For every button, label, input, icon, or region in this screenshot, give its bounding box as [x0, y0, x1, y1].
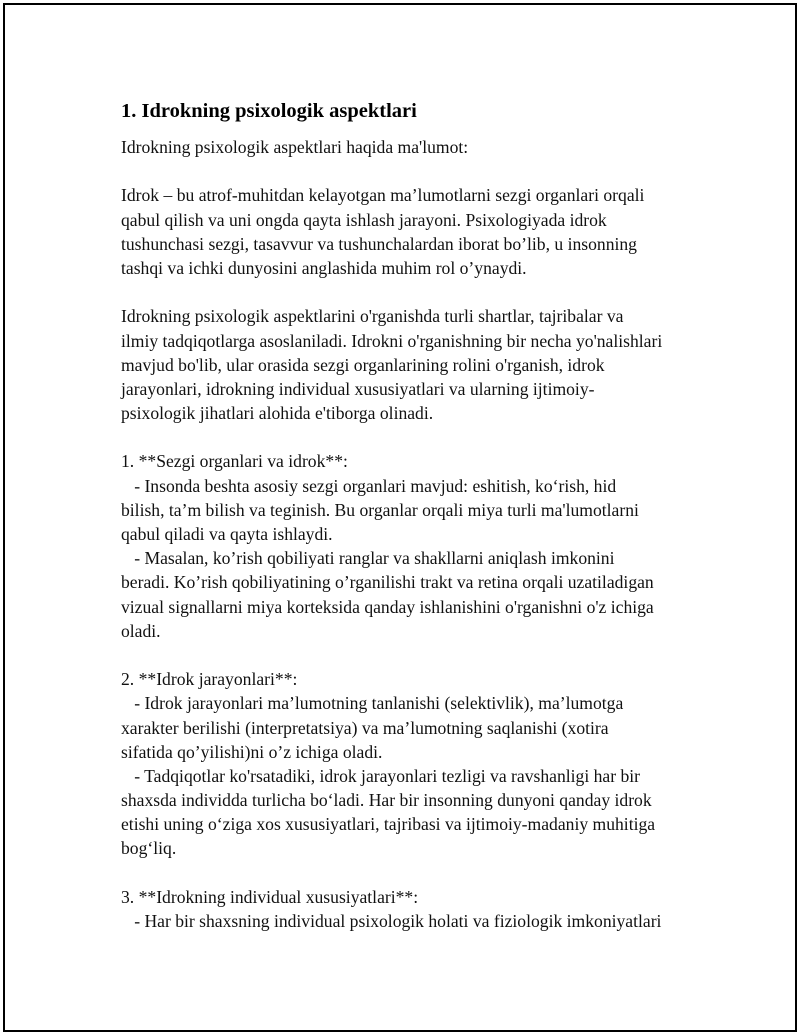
- text-line: shaxsda individda turlicha bo‘ladi. Har bir insonning dunyoni qanday idrok: [121, 790, 652, 811]
- text-line: tashqi va ichki dunyosini anglashida muhim rol o’ynaydi.: [121, 257, 527, 278]
- text-line: - Tadqiqotlar ko'rsatadiki, idrok jarayonlari tezligi va ravshanligi har bir: [121, 765, 641, 786]
- text-line: 3. **Idrokning individual xususiyatlari**:: [121, 886, 419, 907]
- text-line: - Idrok jarayonlari ma’lumotning tanlanishi (selektivlik), ma’lumotga: [121, 693, 624, 714]
- text-line: xarakter berilishi (interpretatsiya) va ma’lumotning saqlanishi (xotira: [121, 717, 609, 738]
- text-line: Idrok – bu atrof-muhitdan kelayotgan ma’lumotlarni sezgi organlari orqali: [121, 185, 645, 206]
- text-line: tushunchasi sezgi, tasavvur va tushunchalardan iborat bo’lib, u insonning: [121, 233, 637, 254]
- text-line: jarayonlari, idrokning individual xususiyatlari va ularning ijtimoiy-: [121, 378, 595, 399]
- page-frame: [3, 3, 797, 1032]
- blank-line: [121, 280, 696, 304]
- text-line: beradi. Ko’rish qobiliyatining o’rganilishi trakt va retina orqali uzatiladigan: [121, 572, 654, 593]
- text-line: qabul qiladi va qayta ishlaydi.: [121, 524, 333, 544]
- text-line: bilish, ta’m bilish va teginish. Bu organlar orqali miya turli ma'lumotlarni: [121, 499, 639, 520]
- text-line: oladi.: [121, 620, 161, 641]
- text-line: etishi uning o‘ziga xos xususiyatlari, tajribasi va ijtimoiy-madaniy muhitiga: [121, 814, 656, 835]
- text-line: psixologik jihatlari alohida e'tiborga olinadi.: [121, 403, 434, 424]
- text-line: - Masalan, ko’rish qobiliyati ranglar va shakllarni aniqlash imkonini: [121, 548, 615, 569]
- text-line: sifatida qo’yilishi)ni o’z ichiga oladi.: [121, 741, 383, 762]
- text-line: mavjud bo'lib, ular orasida sezgi organlarining rolini o'rganish, idrok: [121, 354, 605, 375]
- text-line: vizual signallarni miya korteksida qanday ishlanishini o'rganishni o'z ichiga: [121, 596, 654, 617]
- text-line: 1. **Sezgi organlari va idrok**:: [121, 451, 348, 472]
- blank-line: [121, 425, 696, 449]
- blank-line: [121, 861, 696, 885]
- text-line: bog‘liq.: [121, 838, 177, 859]
- document-text: [121, 135, 696, 933]
- text-line: 2. **Idrok jarayonlari**:: [121, 669, 298, 690]
- text-line: Idrokning psixologik aspektlarini o'rganishda turli shartlar, tajribalar va: [121, 306, 624, 327]
- text-line: ilmiy tadqiqotlarga asoslaniladi. Idrokni o'rganishning bir necha yo'nalishlari: [121, 330, 663, 351]
- document-body: [121, 97, 696, 933]
- blank-line: [121, 643, 696, 667]
- text-line: - Insonda beshta asosiy sezgi organlari mavjud: eshitish, ko‘rish, hid: [121, 475, 617, 496]
- document-title: 1. Idrokning psixologik aspektlari: [121, 100, 417, 122]
- text-line: - Har bir shaxsning individual psixologik holati va fiziologik imkoniyatlari: [121, 911, 662, 931]
- blank-line: [121, 159, 696, 183]
- text-line: qabul qilish va uni ongda qayta ishlash jarayoni. Psixologiyada idrok: [121, 209, 607, 230]
- text-line: Idrokning psixologik aspektlari haqida ma'lumot:: [121, 137, 469, 157]
